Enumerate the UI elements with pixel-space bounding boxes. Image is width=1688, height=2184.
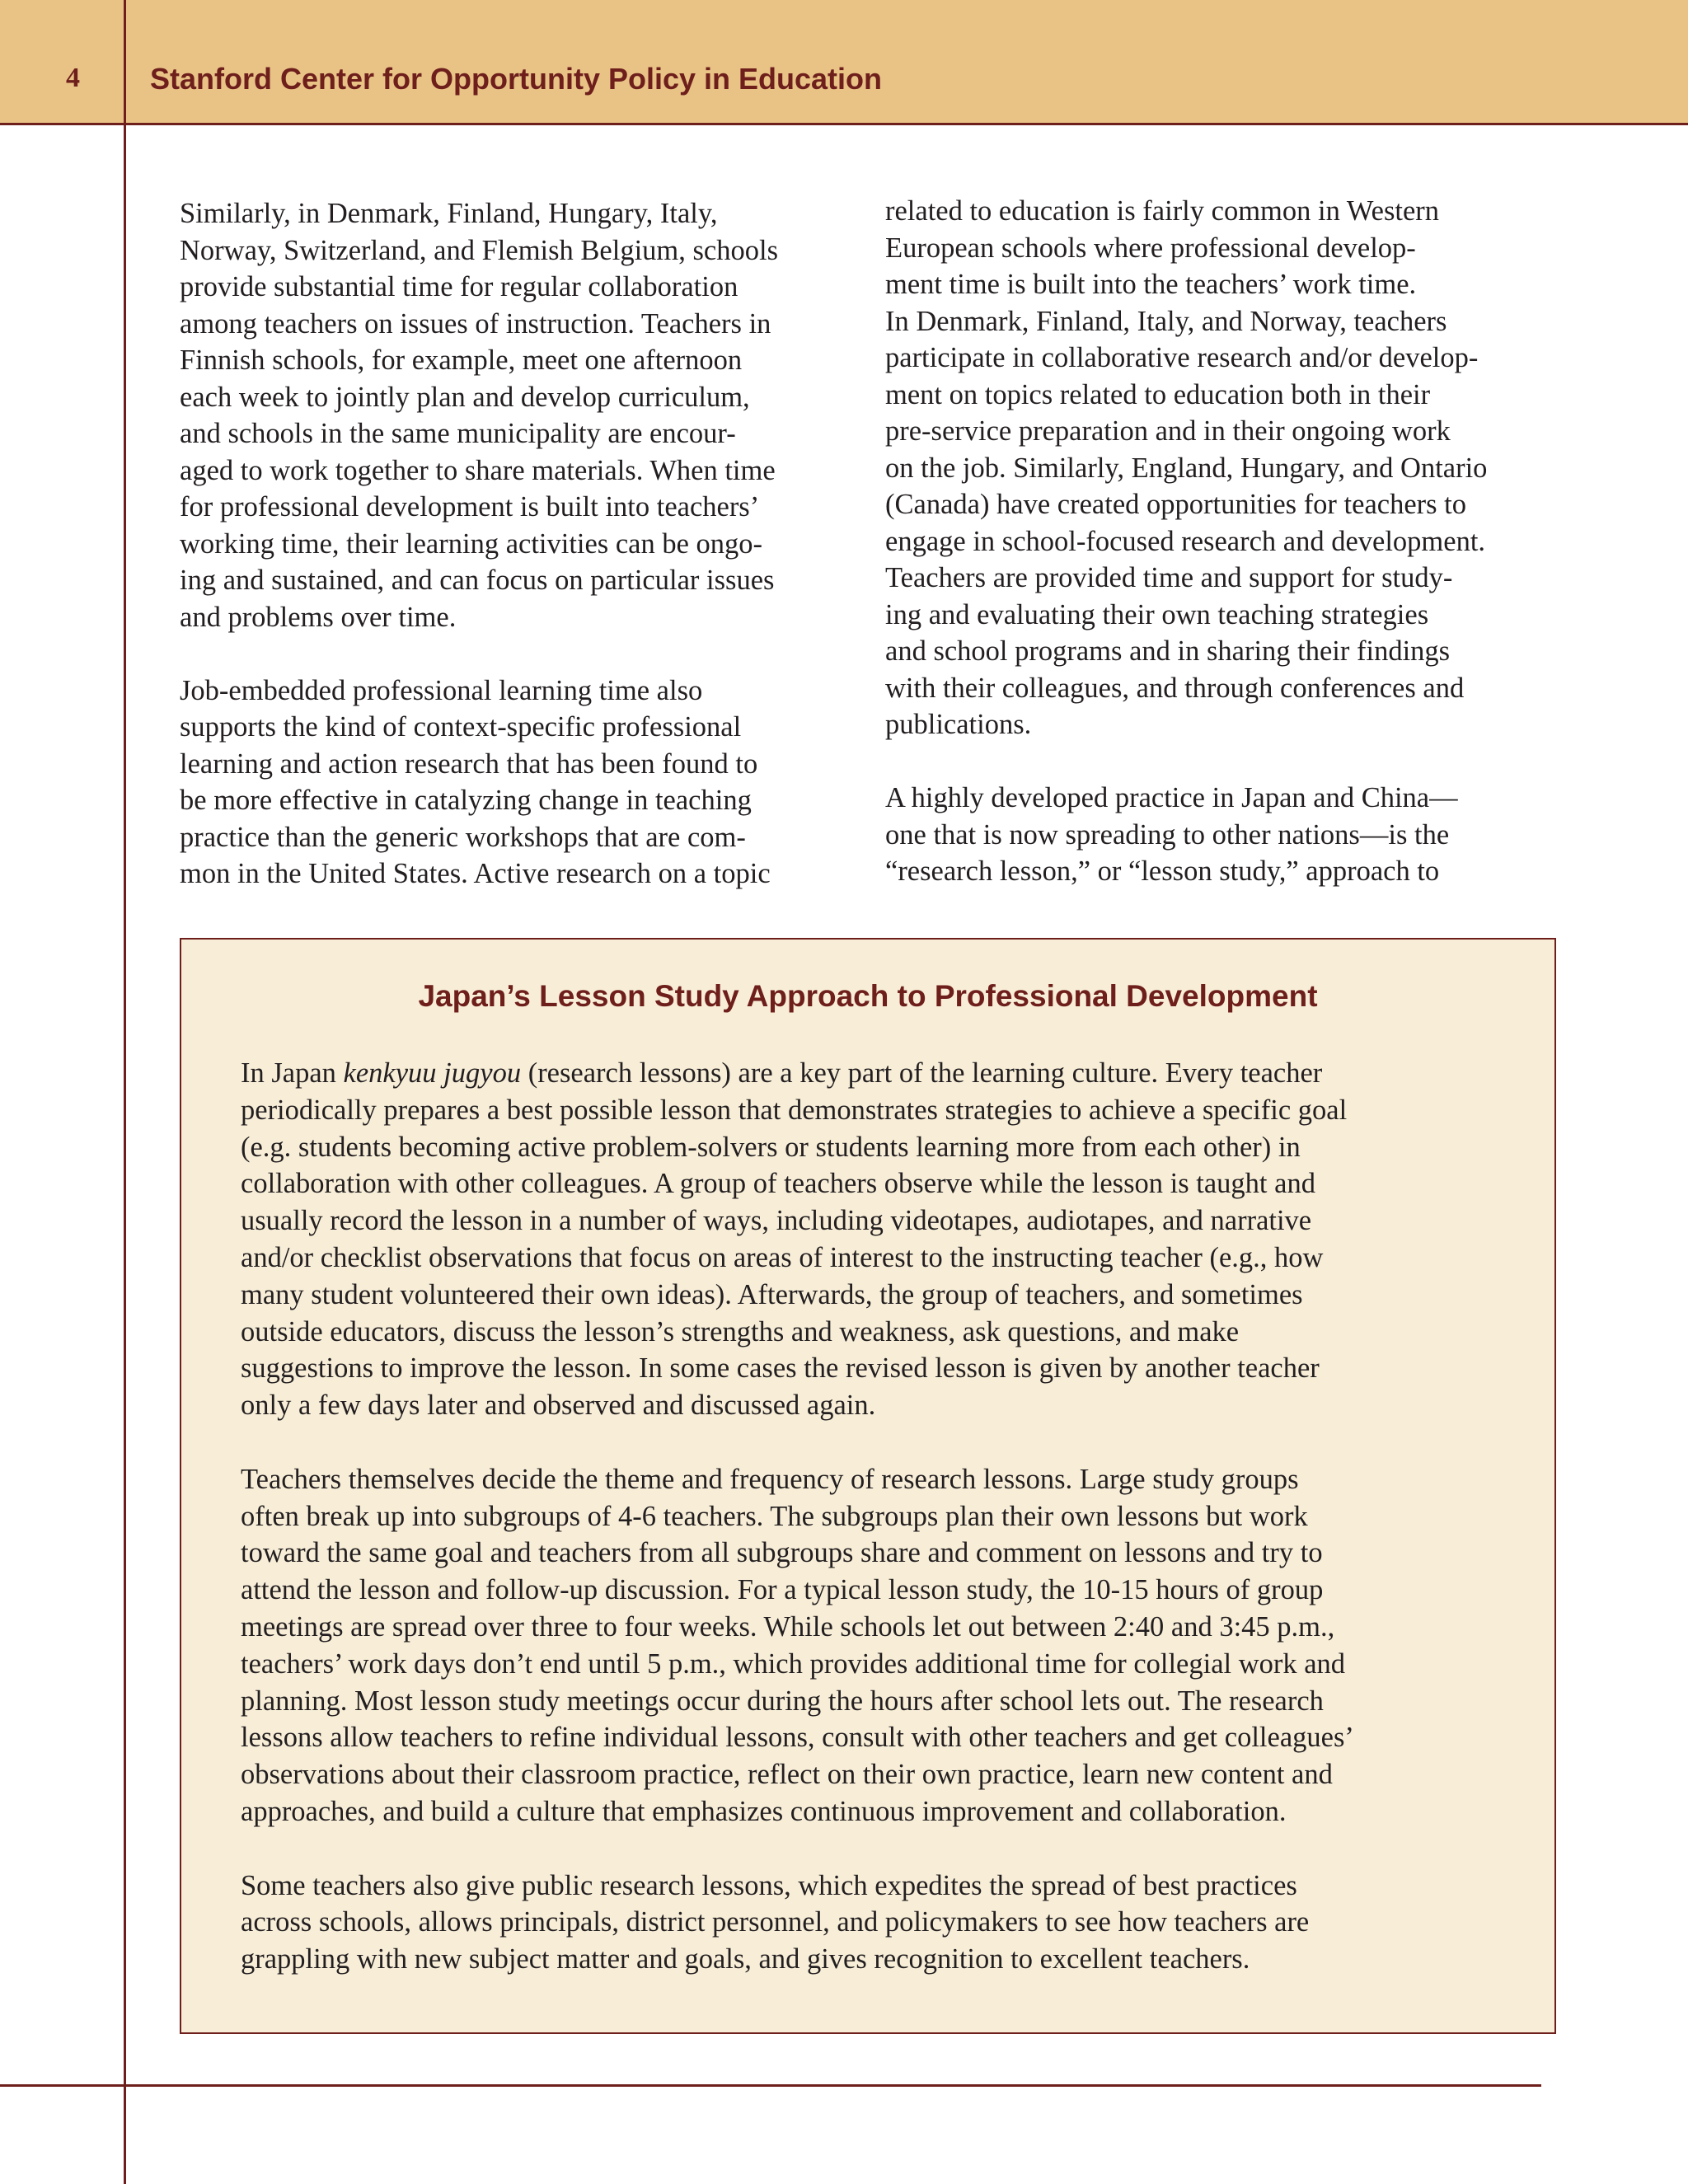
text-line	[241, 1055, 1510, 1092]
text-line: periodically prepares a best possible lesson that demonstrates strategies to achieve a specific goal	[241, 1094, 1348, 1126]
text-line: Some teachers also give public research lessons, which expedites the spread of best practices	[241, 1869, 1297, 1901]
sidebar-title: Japan’s Lesson Study Approach to Professional Development	[418, 979, 1318, 1013]
text-line: and school programs and in sharing their findings	[885, 635, 1451, 667]
text-line: related to education is fairly common in Western	[885, 195, 1440, 227]
text-line: and schools in the same municipality are encour-	[180, 418, 736, 449]
text-line: In Denmark, Finland, Italy, and Norway, teachers	[885, 305, 1447, 337]
left-paragraph-1	[180, 195, 864, 635]
text-line: attend the lesson and follow-up discussion. For a typical lesson study, the 10-15 hours of group	[241, 1574, 1324, 1606]
text-line: ing and evaluating their own teaching strategies	[885, 598, 1429, 630]
text-line: ment on topics related to education both in their	[885, 378, 1431, 410]
text-line: on the job. Similarly, England, Hungary, and Ontario	[885, 452, 1488, 484]
text-line: across schools, allows principals, district personnel, and policymakers to see how teachers are	[241, 1906, 1310, 1938]
sidebar-paragraph-2	[241, 1461, 1510, 1830]
right-paragraph-2	[885, 780, 1569, 890]
left-column	[180, 195, 864, 929]
text-line: mon in the United States. Active research on a topic	[180, 858, 771, 889]
text-line: pre-service preparation and in their ongoing work	[885, 415, 1451, 447]
text-line: ing and sustained, and can focus on particular issues	[180, 565, 775, 596]
text-line: and/or checklist observations that focus on areas of interest to the instructing teacher (e.g., how	[241, 1241, 1324, 1273]
text-line: meetings are spread over three to four weeks. While schools let out between 2:40 and 3:45 p.m.,	[241, 1610, 1335, 1643]
text-run: (research lessons) are a key part of the learning culture. Every teacher	[521, 1057, 1323, 1089]
sidebar-paragraph-3	[241, 1868, 1510, 1978]
text-line: “research lesson,” or “lesson study,” approach to	[885, 855, 1440, 887]
text-line: Teachers themselves decide the theme and frequency of research lessons. Large study groups	[241, 1463, 1299, 1495]
text-line: working time, their learning activities can be ongo-	[180, 527, 763, 560]
text-line: practice than the generic workshops that are com-	[180, 821, 746, 853]
text-line: collaboration with other colleagues. A group of teachers observe while the lesson is taught and	[241, 1168, 1315, 1200]
text-line: supports the kind of context-specific professional	[180, 711, 742, 743]
text-line: be more effective in catalyzing change in teaching	[180, 785, 752, 816]
text-line: lessons allow teachers to refine individual lessons, consult with other teachers and get colleagues’	[241, 1722, 1354, 1754]
text-line: (e.g. students becoming active problem-solvers or students learning more from each other) in	[241, 1131, 1301, 1163]
text-line: Teachers are provided time and support for study-	[885, 562, 1453, 593]
page-number: 4	[66, 63, 80, 93]
right-column	[885, 193, 1569, 926]
text-run: In Japan	[241, 1057, 344, 1089]
text-line: grappling with new subject matter and goals, and gives recognition to excellent teachers.	[241, 1943, 1250, 1975]
text-line: outside educators, discuss the lesson’s strengths and weakness, ask questions, and make	[241, 1315, 1240, 1347]
text-line: only a few days later and observed and discussed again.	[241, 1390, 876, 1422]
text-line: Similarly, in Denmark, Finland, Hungary, Italy,	[180, 198, 718, 229]
text-line: suggestions to improve the lesson. In some cases the revised lesson is given by another teacher	[241, 1352, 1320, 1385]
text-line: approaches, and build a culture that emphasizes continuous improvement and collaboration.	[241, 1795, 1287, 1827]
text-line: many student volunteered their own ideas). Afterwards, the group of teachers, and sometimes	[241, 1278, 1303, 1310]
text-line: (Canada) have created opportunities for teachers to	[885, 489, 1467, 520]
text-line: one that is now spreading to other nations—is the	[885, 818, 1450, 851]
text-line: participate in collaborative research and/or develop-	[885, 342, 1479, 373]
text-line: ment time is built into the teachers’ work time.	[885, 269, 1417, 300]
text-line: teachers’ work days don’t end until 5 p.m., which provides additional time for collegial work and	[241, 1647, 1346, 1680]
left-paragraph-2	[180, 673, 864, 893]
text-line: Job-embedded professional learning time also	[180, 674, 703, 706]
text-line: planning. Most lesson study meetings occur during the hours after school lets out. The research	[241, 1685, 1324, 1717]
text-line: publications.	[885, 709, 1032, 740]
text-line: observations about their classroom practice, reflect on their own practice, learn new content and	[241, 1759, 1333, 1791]
text-line: usually record the lesson in a number of ways, including videotapes, audiotapes, and narrative	[241, 1205, 1312, 1237]
bottom-rule	[0, 2084, 1541, 2087]
text-line: and problems over time.	[180, 601, 457, 633]
sidebar-body	[241, 1055, 1510, 2015]
lesson-study-sidebar	[180, 938, 1556, 2034]
text-line: learning and action research that has been found to	[180, 748, 758, 780]
right-paragraph-1	[885, 193, 1569, 743]
text-line: Norway, Switzerland, and Flemish Belgium, schools	[180, 234, 778, 266]
text-line: often break up into subgroups of 4-6 teachers. The subgroups plan their own lessons but work	[241, 1500, 1308, 1532]
text-line: with their colleagues, and through conferences and	[885, 672, 1465, 704]
text-line: European schools where professional develop-	[885, 232, 1416, 264]
text-line: Finnish schools, for example, meet one afternoon	[180, 344, 743, 376]
sidebar-paragraph-1	[241, 1055, 1510, 1424]
text-line: provide substantial time for regular collaboration	[180, 271, 738, 302]
text-line: toward the same goal and teachers from all subgroups share and comment on lessons and try to	[241, 1537, 1323, 1569]
running-head: Stanford Center for Opportunity Policy in Education	[150, 62, 883, 96]
text-line: engage in school-focused research and development.	[885, 525, 1486, 557]
text-line: aged to work together to share materials. When time	[180, 454, 776, 486]
text-line: for professional development is built into teachers’	[180, 491, 760, 523]
text-line: among teachers on issues of instruction. Teachers in	[180, 307, 771, 340]
vertical-rule	[124, 0, 126, 2184]
text-line: each week to jointly plan and develop curriculum,	[180, 381, 750, 413]
text-line: A highly developed practice in Japan and China—	[885, 782, 1458, 813]
italic-term: kenkyuu jugyou	[343, 1057, 522, 1089]
